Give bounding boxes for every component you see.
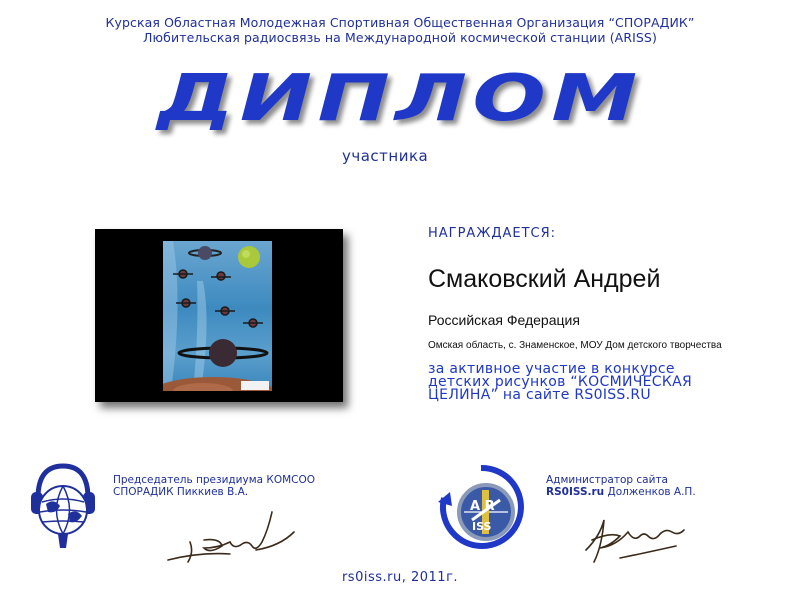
footer-site-year: rs0iss.ru, 2011г. [341, 570, 459, 585]
admin-site: RS0ISS.ru [546, 486, 605, 498]
chairman-signature [160, 502, 300, 568]
admin-title: Администратор сайта [546, 474, 668, 486]
recipient-name: Смаковский Андрей [428, 265, 661, 293]
diploma-title: ДИПЛОМ [157, 62, 643, 136]
award-reason-line: детских рисунков “КОСМИЧЕСКАЯ [428, 374, 692, 390]
award-reason-line: ЦЕЛИНА” на сайте RS0ISS.RU [428, 387, 651, 403]
award-reason-line: за активное участие в конкурсе [428, 361, 675, 377]
ariss-logo-text-bottom: ISS [472, 520, 492, 533]
drawing-photo-frame [95, 229, 343, 402]
child-drawing-image [163, 241, 272, 391]
diploma-subtitle: участника [342, 147, 429, 165]
ariss-logo [436, 462, 526, 552]
ariss-logo-text-top: A R [470, 499, 495, 514]
organization-subtitle: Любительская радиосвязь на Международной космической станции (ARISS) [143, 30, 657, 45]
chairman-title: Председатель президиума КОМСОО [113, 474, 316, 486]
admin-name: Долженков А.П. [604, 486, 696, 498]
globe-headphones-icon [28, 462, 98, 552]
recipient-region: Омская область, с. Знаменское, МОУ Дом детского творчества [428, 340, 722, 351]
admin-name-line [546, 486, 696, 498]
recipient-country: Российская Федерация [428, 312, 580, 328]
space-drawing-icon [163, 241, 272, 391]
organization-name: Курская Областная Молодежная Спортивная Общественная Организация “СПОРАДИК” [105, 15, 695, 30]
chairman-name: СПОРАДИК Пиккиев В.А. [113, 486, 249, 498]
admin-signature [580, 506, 690, 568]
awarded-label: НАГРАЖДАЕТСЯ: [428, 226, 557, 241]
